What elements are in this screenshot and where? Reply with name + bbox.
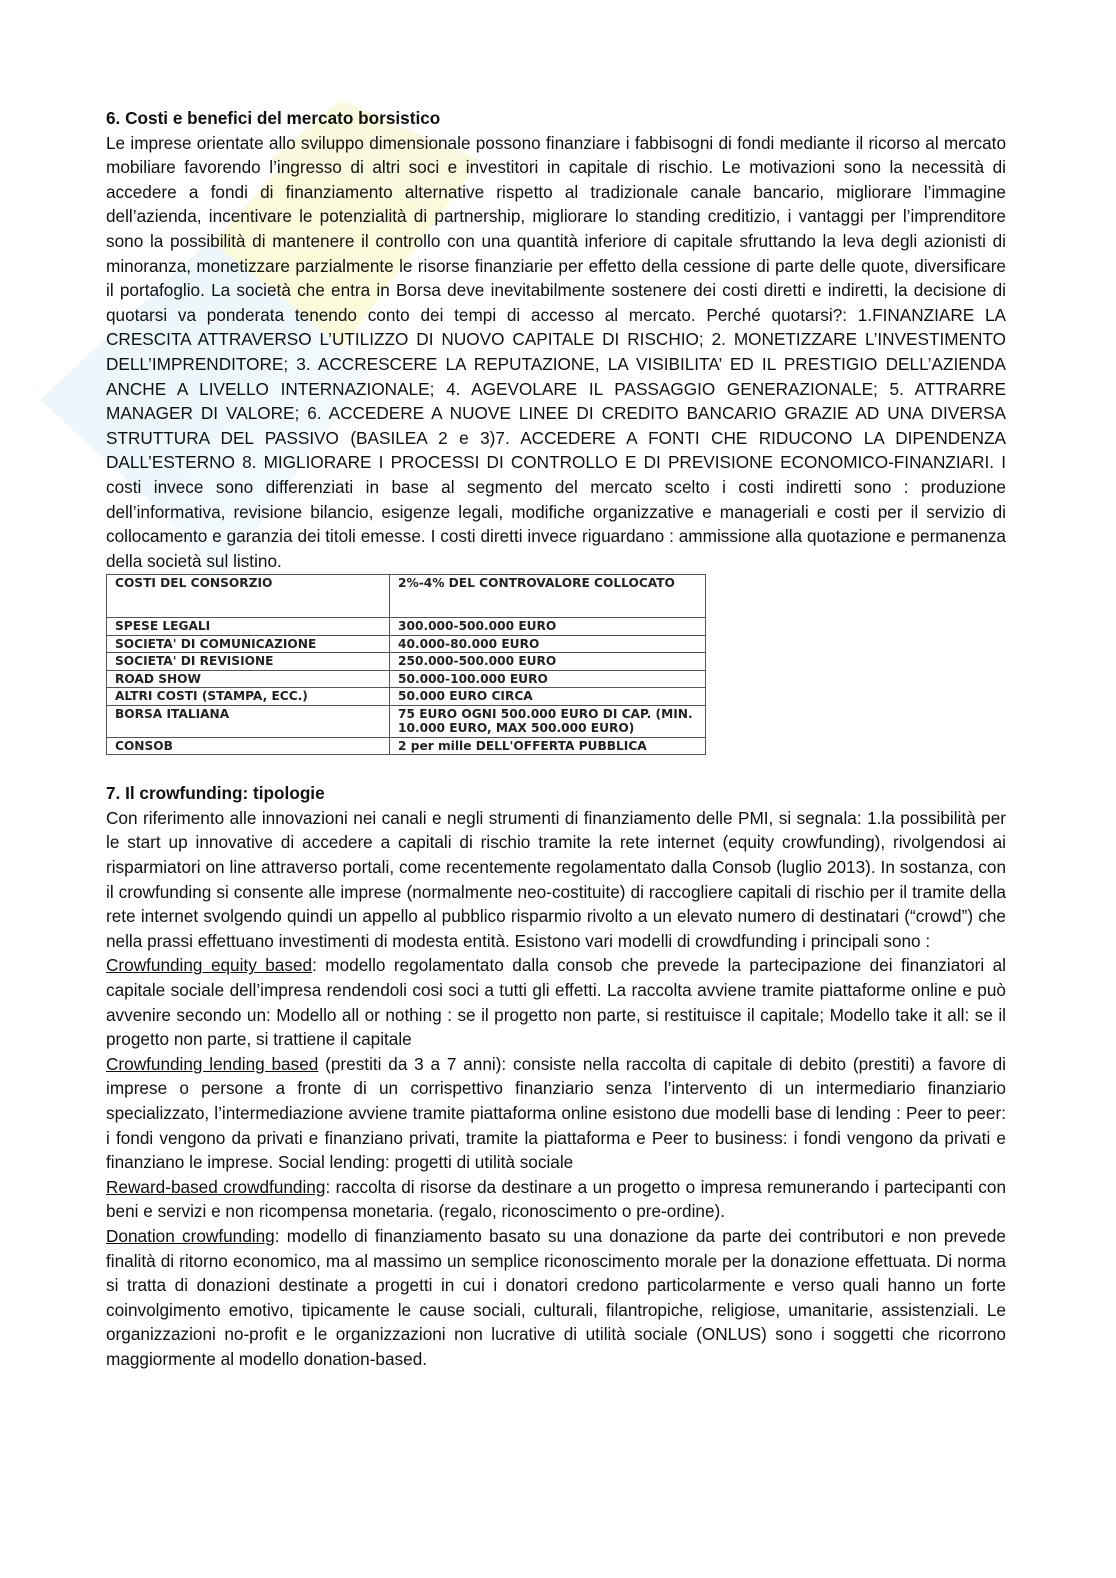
cost-table-wrap xyxy=(106,574,706,755)
table-row xyxy=(107,635,706,653)
equity-text: : modello regolamentato dalla consob che prevede la partecipazione dei finanziatori al capitale sociale dell’impresa rendendoli cosi soci a tutti gli effetti. La raccolta avviene tramite piattaforme online e può avvenire secondo un: Modello all or nothing : se il progetto non parte, si restituisce il capitale; Modello take it all: se il progetto non parte, si trattiene il capitale xyxy=(106,955,1006,1050)
table-cell-value: 250.000-500.000 EURO xyxy=(390,653,706,671)
table-row xyxy=(107,737,706,755)
table-cell-label: SOCIETA' DI REVISIONE xyxy=(107,653,390,671)
lending-text: (prestiti da 3 a 7 anni): consiste nella raccolta di capitale di debito (prestiti) a favore di imprese o persone a fronte di un corrispettivo finanziario senza l’intervento di un intermediario finanziario specializzato, l’intermediazione avviene tramite piattaforma online esistono due modelli base di lending : Peer to peer: i fondi vengono da privati e finanziano privati, tramite la piattaforma e Peer to business: i fondi vengono da privati e finanziano le imprese. Social lending: progetti di utilità sociale xyxy=(106,1053,1007,1173)
document-page xyxy=(106,106,1006,1372)
donation-paragraph xyxy=(106,1224,1006,1372)
section-7-title: 7. Il crowfunding: tipologie xyxy=(106,783,325,804)
table-cell-value: 50.000 EURO CIRCA xyxy=(390,688,706,706)
table-cell-value: 2 per mille DELL'OFFERTA PUBBLICA xyxy=(390,737,706,755)
table-cell-value: 75 EURO OGNI 500.000 EURO DI CAP. (MIN. 10.000 EURO, MAX 500.000 EURO) xyxy=(390,705,706,737)
reward-paragraph xyxy=(106,1175,1006,1224)
table-cell-label: SPESE LEGALI xyxy=(107,618,390,636)
table-cell-value: 50.000-100.000 EURO xyxy=(390,670,706,688)
equity-term: Crowfunding equity based xyxy=(106,955,313,976)
reward-term: Reward-based crowdfunding xyxy=(106,1176,326,1197)
section-7-intro: Con riferimento alle innovazioni nei canali e negli strumenti di finanziamento delle PMI, si segnala: 1.la possibilità per le start up innovative di accedere a capitali di rischio tramite la rete internet (equity crowfunding), rivolgendosi ai risparmiatori on line attraverso portali, come recentemente regolamentato dalla Consob (luglio 2013). In sostanza, con il crowfunding si consente alle imprese (normalmente neo-costituite) di raccogliere capitali di rischio per il tramite della rete internet svolgendo quindi un appello al pubblico risparmio rivolto a un elevato numero di destinatari (“crowd”) che nella prassi effettuano investimenti di modesta entità. Esistono vari modelli di crowdfunding i principali sono : xyxy=(106,807,1006,951)
section-6-body: Le imprese orientate allo sviluppo dimensionale possono finanziare i fabbisogni di fondi mediante il ricorso al mercato mobiliare favorendo l’ingresso di altri soci e investitori in capitale di rischio. Le motivazioni sono la necessità di accedere a fondi di finanziamento alternative rispetto al tradizionale canale bancario, migliorare l’immagine dell’azienda, incentivare le potenzialità di partnership, migliorare lo standing creditizio, i vantaggi per l’imprenditore sono la possibilità di mantenere il controllo con una quantità inferiore di capitale sfruttando la leva degli azionisti di minoranza, monetizzare parzialmente le risorse finanziarie per effetto della cessione di parte delle quote, diversificare il portafoglio. La società che entra in Borsa deve inevitabilmente sostenere dei costi diretti e indiretti, la decisione di quotarsi va ponderata tenendo conto dei tempi di accesso al mercato. Perché quotarsi?: 1.FINANZIARE LA CRESCITA ATTRAVERSO L’UTILIZZO DI NUOVO CAPITALE DI RISCHIO; 2. MONETIZZARE L’INVESTIMENTO DELL’IMPRENDITORE; 3. ACCRESCERE LA REPUTAZIONE, LA VISIBILITA’ ED IL PRESTIGIO DELL’AZIENDA ANCHE A LIVELLO INTERNAZIONALE; 4. AGEVOLARE IL PASSAGGIO GENERAZIONALE; 5. ATTRARRE MANAGER DI VALORE; 6. ACCEDERE A NUOVE LINEE DI CREDITO BANCARIO GRAZIE AD UNA DIVERSA STRUTTURA DEL PASSIVO (BASILEA 2 e 3)7. ACCEDERE A FONTI CHE RIDUCONO LA DIPENDENZA DALL’ESTERNO 8. MIGLIORARE I PROCESSI DI CONTROLLO E DI PREVISIONE ECONOMICO-FINANZIARI. I costi invece sono differenziati in base al segmento del mercato scelto i costi indiretti sono : produzione dell’informativa, revisione bilancio, esigenze legali, modifiche organizzative e manageriali e costi per il servizio di collocamento e garanzia dei titoli emesse. I costi diretti invece riguardano : ammissione alla quotazione e permanenza della società sul listino. xyxy=(106,132,1006,571)
table-cell-label: BORSA ITALIANA xyxy=(107,705,390,737)
lending-paragraph xyxy=(106,1052,1006,1175)
table-row xyxy=(107,705,706,737)
table-cell-label: ALTRI COSTI (STAMPA, ECC.) xyxy=(107,688,390,706)
table-cell-value: 300.000-500.000 EURO xyxy=(390,618,706,636)
table-cell-label: SOCIETA' DI COMUNICAZIONE xyxy=(107,635,390,653)
equity-paragraph xyxy=(106,953,1006,1051)
table-cell-label: ROAD SHOW xyxy=(107,670,390,688)
table-cell-label: CONSOB xyxy=(107,737,390,755)
donation-text: : modello di finanziamento basato su una donazione da parte dei contributori e non prevede finalità di ritorno economico, ma al massimo un semplice riconoscimento morale per la donazione effettuata. Di norma si tratta di donazioni destinate a progetti in cui i donatori credono particolarmente e verso quali hanno un forte coinvolgimento emotivo, tipicamente le cause sociali, culturali, filantropiche, religiose, umanitarie, assistenziali. Le organizzazioni no-profit e le organizzazioni non lucrative di utilità sociale (ONLUS) sono i soggetti che ricorrono maggiormente al modello donation-based. xyxy=(106,1225,1006,1369)
table-row xyxy=(107,670,706,688)
cost-table xyxy=(106,574,706,755)
table-row xyxy=(107,618,706,636)
table-row xyxy=(107,575,706,618)
reward-text: : raccolta di risorse da destinare a un progetto o impresa remunerando i partecipanti con beni e servizi e non ricompensa monetaria. (regalo, riconoscimento o pre-ordine). xyxy=(106,1176,1007,1222)
table-row xyxy=(107,653,706,671)
table-cell-label: COSTI DEL CONSORZIO xyxy=(107,575,390,618)
section-7 xyxy=(106,781,1006,1371)
donation-term: Donation crowfunding xyxy=(106,1225,275,1246)
table-cell-value: 40.000-80.000 EURO xyxy=(390,635,706,653)
table-cell-value: 2%-4% DEL CONTROVALORE COLLOCATO xyxy=(390,575,706,618)
lending-term: Crowfunding lending based xyxy=(106,1053,319,1074)
section-6-title: 6. Costi e benefici del mercato borsistico xyxy=(106,108,441,128)
table-row xyxy=(107,688,706,706)
